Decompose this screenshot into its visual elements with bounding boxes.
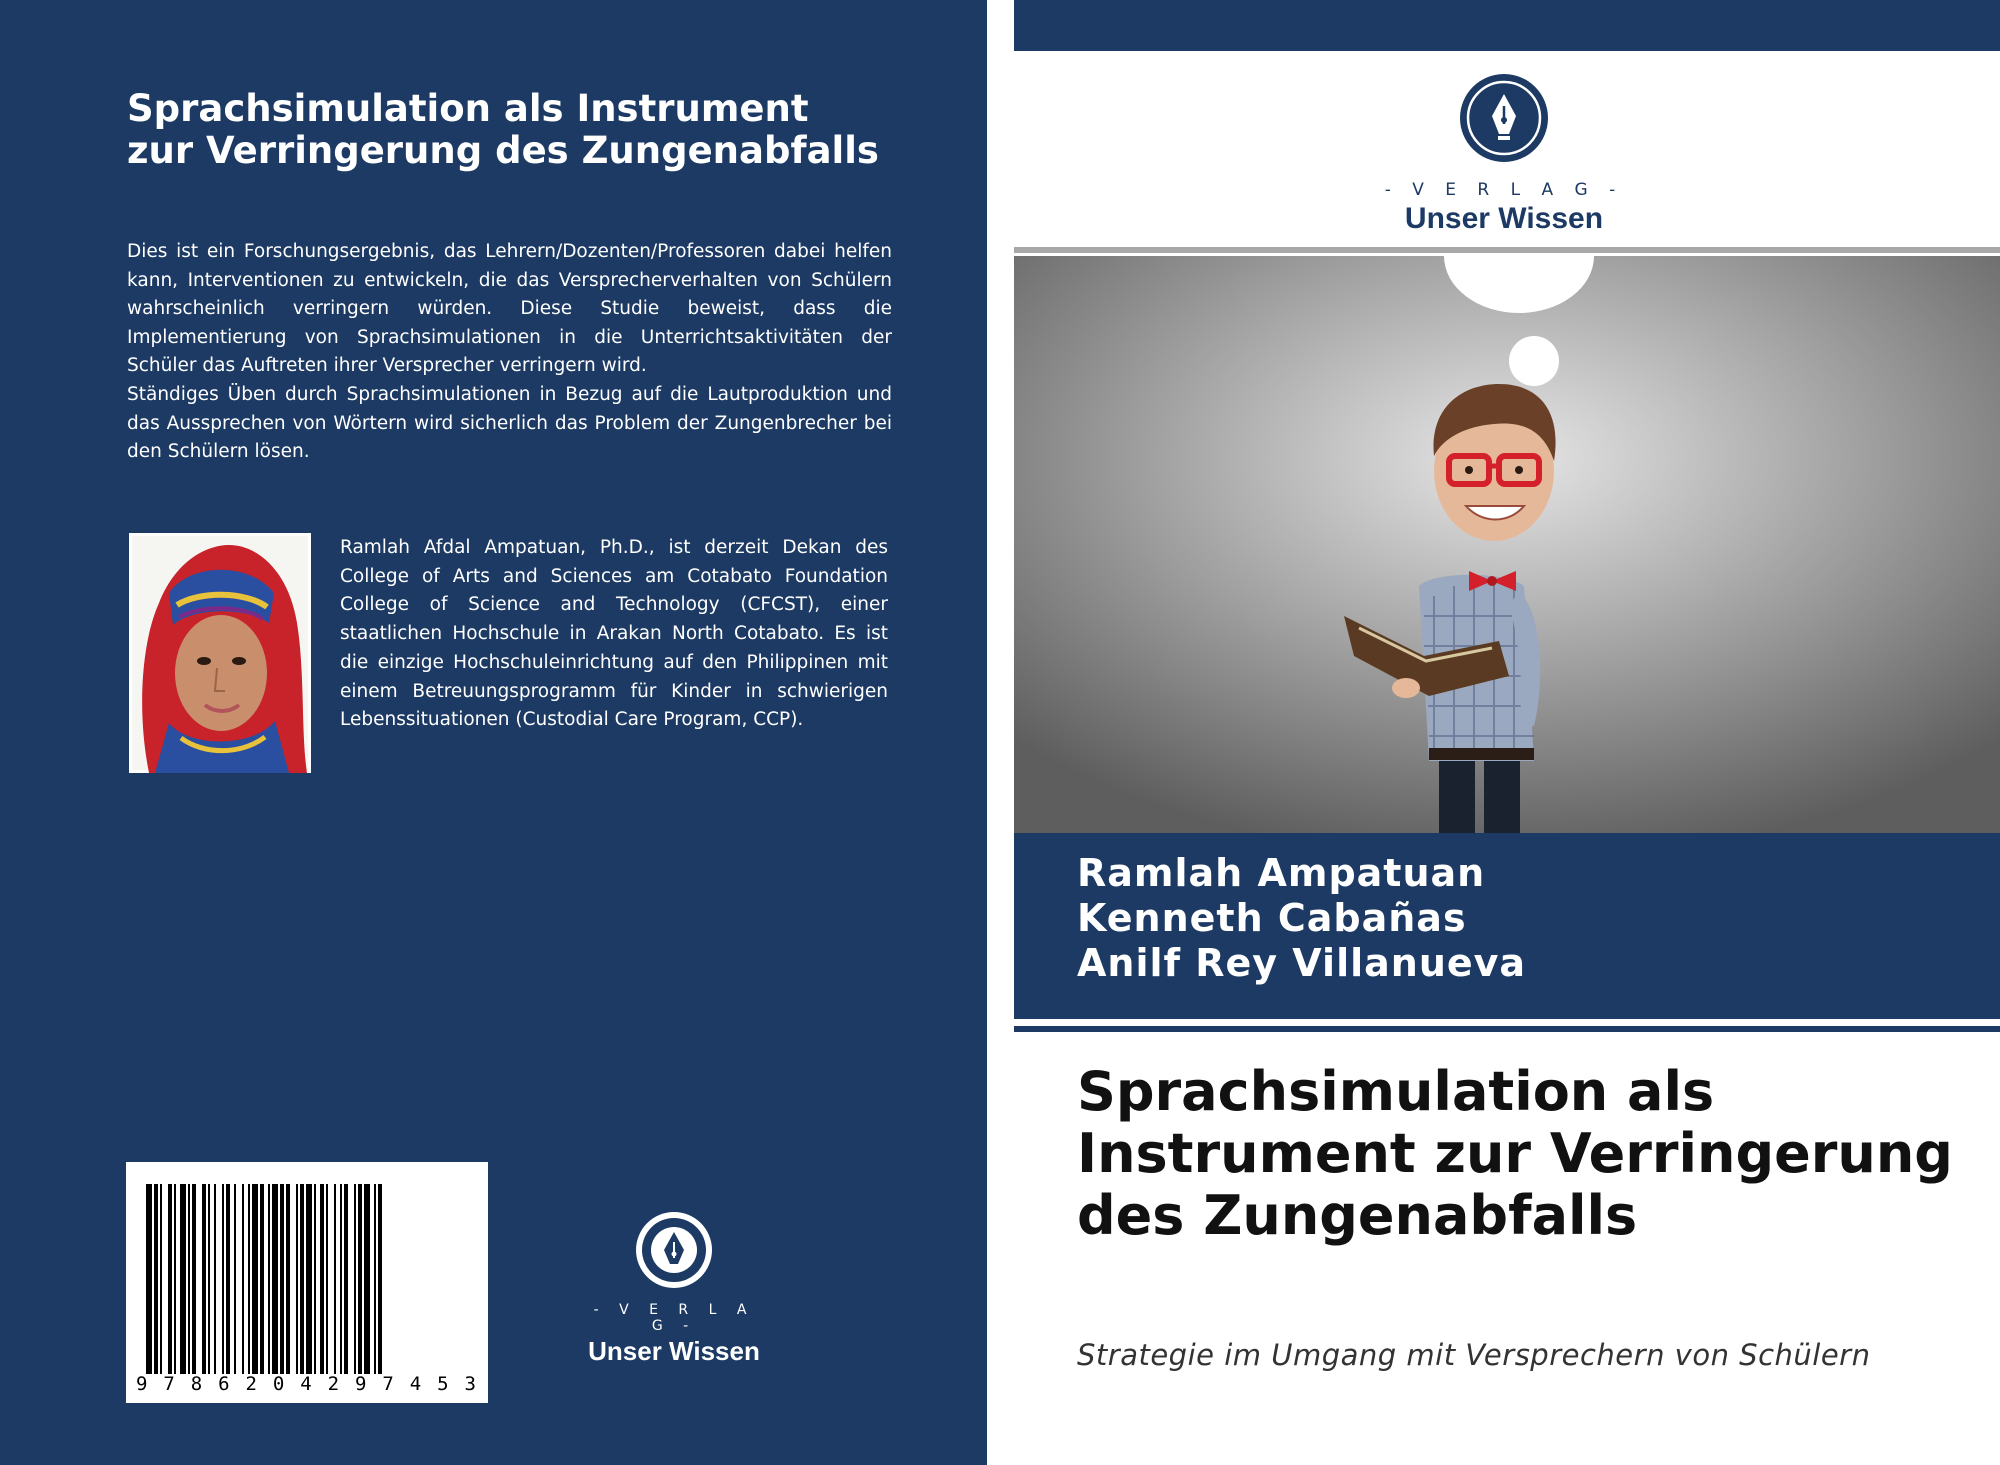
barcode-bar <box>340 1184 342 1374</box>
barcode-bar <box>358 1184 362 1374</box>
barcode-bar <box>354 1184 356 1374</box>
isbn-digits <box>136 1373 478 1395</box>
front-cover <box>1014 0 2000 1465</box>
barcode-bar <box>160 1184 162 1374</box>
barcode-bar <box>280 1184 284 1374</box>
barcode-digit: 0 <box>272 1373 287 1395</box>
barcode-digit: 9 <box>355 1373 369 1395</box>
barcode-bar <box>344 1184 348 1374</box>
top-band <box>1014 0 2000 51</box>
barcode-bar <box>326 1184 328 1374</box>
author-name: Ramlah Ampatuan <box>1077 851 1486 895</box>
barcode-digit: 2 <box>327 1373 342 1395</box>
divider-line <box>1014 247 2000 253</box>
barcode-bar <box>252 1184 258 1374</box>
blurb-paragraph: Ständiges Üben durch Sprachsimulationen in Bezug auf die Lautproduktion und das Aussprechen von Wörtern wird sicherlich das Problem der Zungenbrecher bei den Schülern lösen. <box>127 383 892 463</box>
barcode-bar <box>242 1184 244 1374</box>
back-cover-blurb <box>127 238 892 467</box>
barcode-bar <box>214 1184 216 1374</box>
cover-photo <box>1014 256 2000 833</box>
author-name: Anilf Rey Villanueva <box>1077 941 1527 985</box>
back-cover-title: Sprachsimulation als Instrument zur Verringerung des Zungenabfalls <box>127 87 879 172</box>
spine <box>987 0 1014 1465</box>
barcode-bar <box>202 1184 206 1374</box>
barcode-digit: 3 <box>464 1373 478 1395</box>
back-publisher-logo <box>584 1210 764 1367</box>
barcode-bar <box>192 1184 196 1374</box>
barcode-bar <box>314 1184 316 1374</box>
barcode-digit: 9 <box>136 1373 150 1395</box>
front-cover-title: Sprachsimulation als Instrument zur Verringerung des Zungenabfalls <box>1077 1060 1953 1247</box>
back-cover <box>0 0 987 1465</box>
barcode-bar <box>146 1184 152 1374</box>
barcode-bar <box>222 1184 224 1374</box>
barcode-bar <box>268 1184 270 1374</box>
barcode-digit: 7 <box>382 1373 396 1395</box>
barcode-bar <box>154 1184 158 1374</box>
barcode-bar <box>364 1184 370 1374</box>
blurb-paragraph: Dies ist ein Forschungsergebnis, das Lehrern/Dozenten/Professoren dabei helfen kann, Interventionen zu entwickeln, die das Versprecherverhalten von Schülern wahrscheinlich verringern würden. Diese Studie beweist, dass die Implementierung von Sprachsimulationen in die Unterrichtsaktivitäten der Schüler das Auftreten ihrer Versprecher verringern wird. <box>127 241 892 377</box>
barcode-bar <box>286 1184 290 1374</box>
barcode-bar <box>260 1184 264 1374</box>
barcode-bar <box>334 1184 336 1374</box>
author-bio: Ramlah Afdal Ampatuan, Ph.D., ist derzeit Dekan des College of Arts and Sciences am Cotabato Foundation College of Science and Technology (CFCST), einer staatlichen Hochschule in Arakan North Cotabato. Es ist die einzige Hochschuleinrichtung auf den Philippinen mit einem Betreuungsprogramm für Kinder in schwierigen Lebenssituationen (Custodial Care Program, CCP). <box>340 537 888 731</box>
barcode-bar <box>378 1184 382 1374</box>
barcode-bar <box>320 1184 324 1374</box>
publisher-name: Unser Wissen <box>1404 202 1604 235</box>
barcode-digit: 8 <box>190 1373 205 1395</box>
author-portrait <box>129 533 311 773</box>
verlag-label: - V E R L A G - <box>593 1302 755 1334</box>
barcode-bar <box>174 1184 176 1374</box>
barcode-bar <box>374 1184 376 1374</box>
barcode-digit: 4 <box>300 1373 314 1395</box>
pen-nib-icon <box>634 1210 714 1290</box>
barcode-bar <box>188 1184 190 1374</box>
author-name: Kenneth Cabañas <box>1077 896 1467 940</box>
barcode-bar <box>248 1184 250 1374</box>
front-publisher-logo <box>1384 72 1624 236</box>
authors-band <box>1014 833 2000 1019</box>
front-cover-subtitle: Strategie im Umgang mit Versprechern von Schülern <box>1077 1338 1871 1372</box>
divider-line <box>1014 1026 2000 1032</box>
barcode-bar <box>226 1184 230 1374</box>
barcode-digit: 7 <box>163 1373 177 1395</box>
barcode-digit: 2 <box>245 1373 259 1395</box>
barcode-bar <box>208 1184 210 1374</box>
barcode-bar <box>234 1184 236 1374</box>
verlag-label: - V E R L A G - <box>1384 180 1624 200</box>
publisher-name: Unser Wissen <box>588 1336 760 1366</box>
barcode-bar <box>168 1184 172 1374</box>
barcode-bar <box>296 1184 298 1374</box>
barcode-digit: 4 <box>409 1373 424 1395</box>
barcode-bar <box>272 1184 278 1374</box>
barcode-bar <box>300 1184 304 1374</box>
isbn-barcode <box>126 1162 488 1403</box>
pen-nib-icon <box>1458 72 1550 164</box>
barcode-digit: 6 <box>218 1373 232 1395</box>
barcode-bar <box>180 1184 186 1374</box>
barcode-digit: 5 <box>437 1373 451 1395</box>
barcode-bar <box>306 1184 312 1374</box>
